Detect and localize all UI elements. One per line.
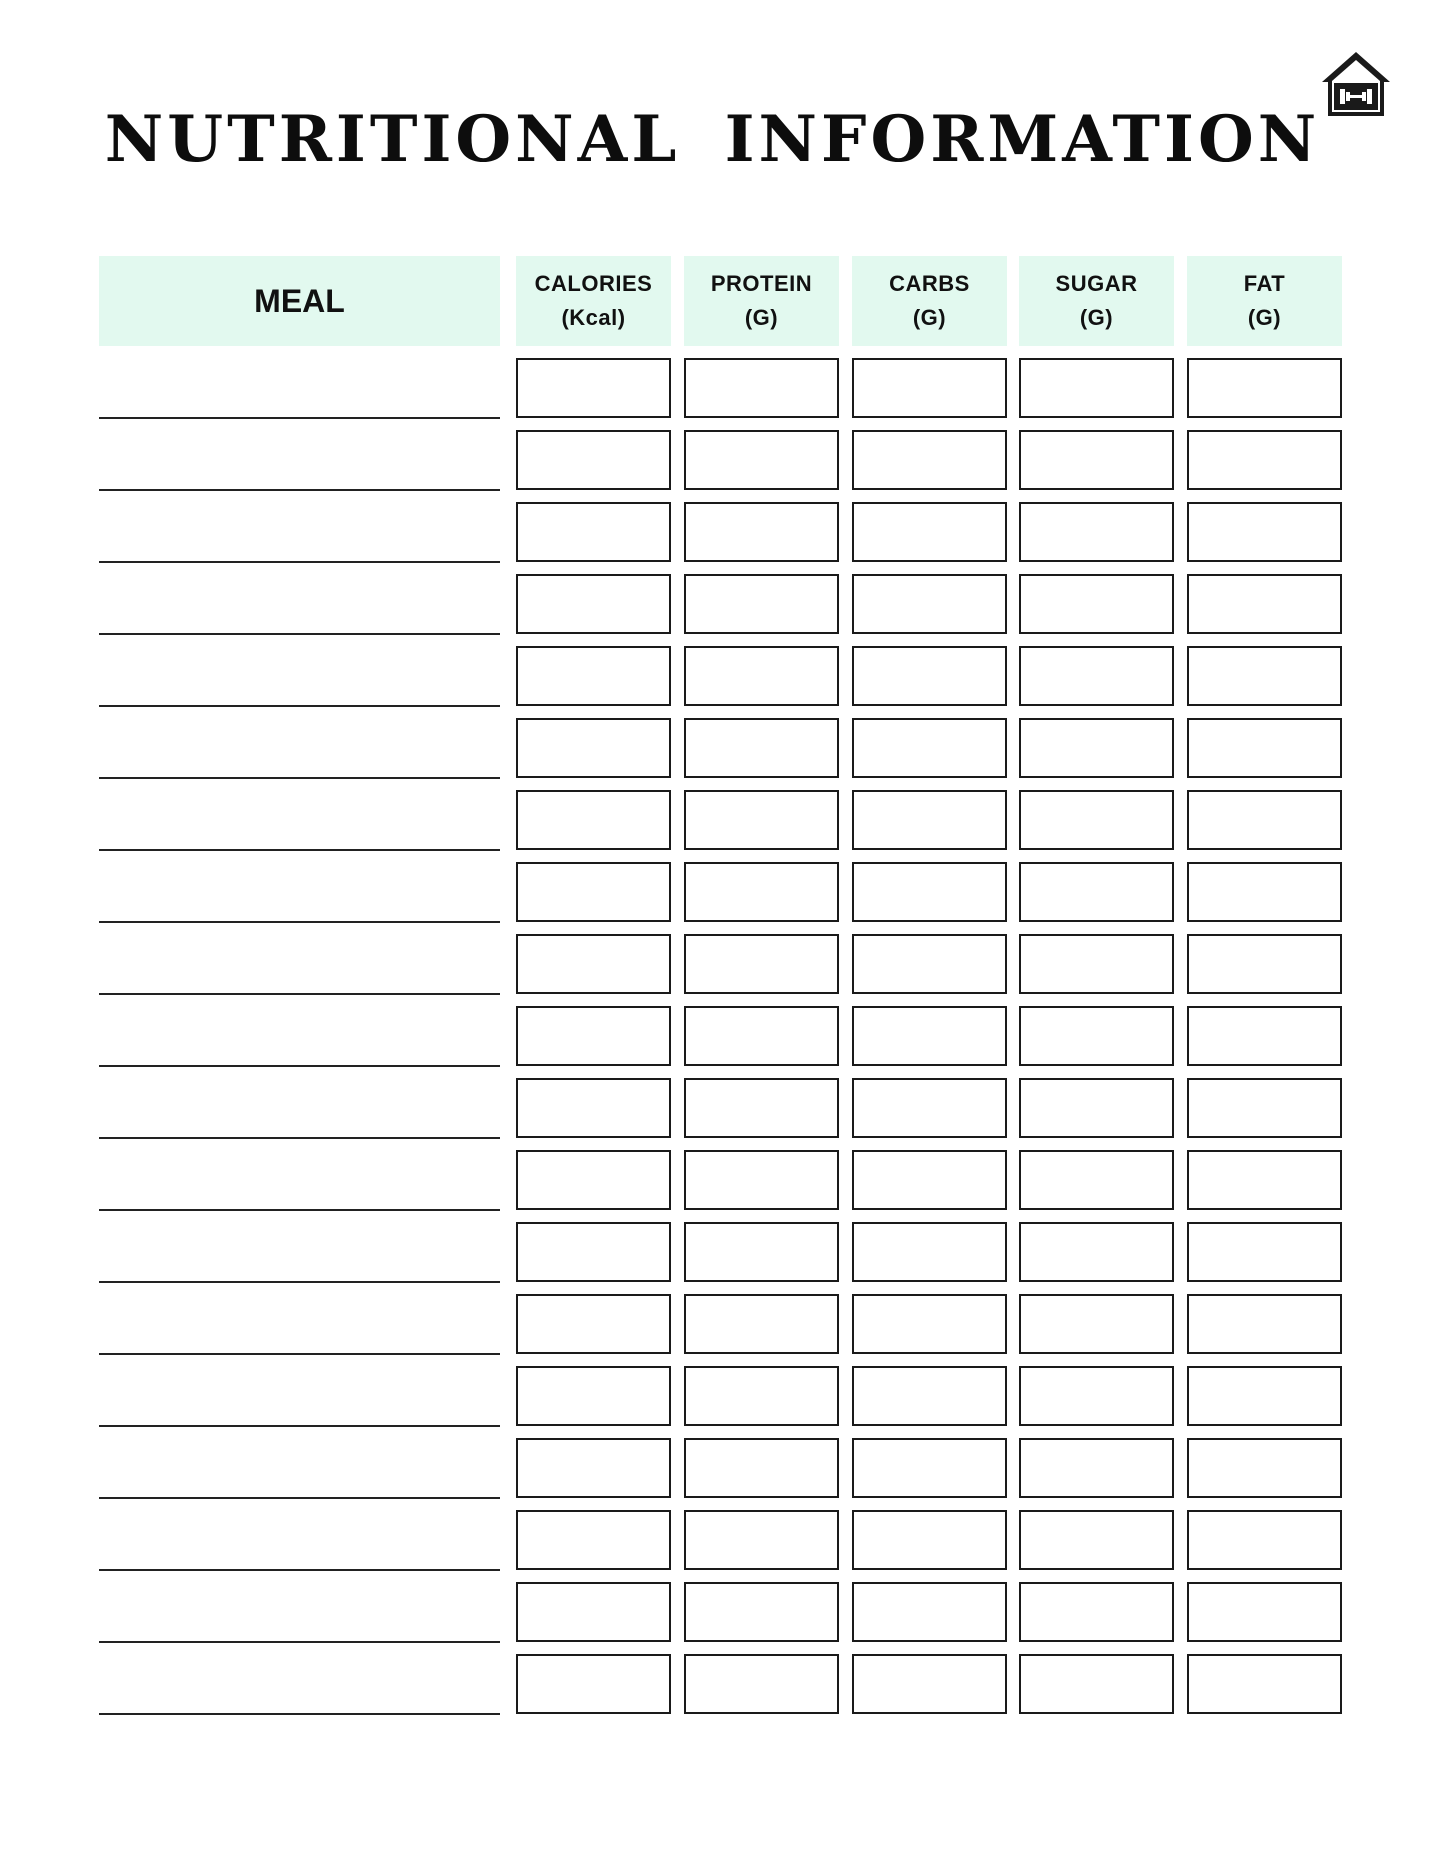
meal-entry-line[interactable] bbox=[99, 1281, 500, 1283]
carbs-entry-box[interactable] bbox=[852, 1582, 1007, 1642]
protein-entry-box[interactable] bbox=[684, 502, 839, 562]
header-calories bbox=[516, 256, 671, 346]
sugar-entry-box[interactable] bbox=[1019, 1150, 1174, 1210]
carbs-entry-box[interactable] bbox=[852, 934, 1007, 994]
sugar-entry-box[interactable] bbox=[1019, 1510, 1174, 1570]
sugar-entry-box[interactable] bbox=[1019, 358, 1174, 418]
header-fat-label: FAT bbox=[1243, 271, 1286, 296]
header-protein-unit: (G) bbox=[744, 305, 779, 330]
sugar-entry-box[interactable] bbox=[1019, 1366, 1174, 1426]
sugar-entry-box[interactable] bbox=[1019, 1438, 1174, 1498]
calories-entry-box[interactable] bbox=[516, 862, 671, 922]
carbs-entry-box[interactable] bbox=[852, 502, 1007, 562]
calories-entry-box[interactable] bbox=[516, 934, 671, 994]
fat-entry-box[interactable] bbox=[1187, 1654, 1342, 1714]
carbs-entry-box[interactable] bbox=[852, 1654, 1007, 1714]
carbs-entry-box[interactable] bbox=[852, 358, 1007, 418]
protein-entry-box[interactable] bbox=[684, 1006, 839, 1066]
meal-entry-line[interactable] bbox=[99, 705, 500, 707]
protein-entry-box[interactable] bbox=[684, 1078, 839, 1138]
protein-entry-box[interactable] bbox=[684, 934, 839, 994]
sugar-entry-box[interactable] bbox=[1019, 574, 1174, 634]
calories-entry-box[interactable] bbox=[516, 574, 671, 634]
carbs-entry-box[interactable] bbox=[852, 1366, 1007, 1426]
calories-entry-box[interactable] bbox=[516, 1510, 671, 1570]
sugar-entry-box[interactable] bbox=[1019, 862, 1174, 922]
carbs-entry-box[interactable] bbox=[852, 1150, 1007, 1210]
sugar-entry-box[interactable] bbox=[1019, 790, 1174, 850]
meal-entry-line[interactable] bbox=[99, 1137, 500, 1139]
carbs-entry-box[interactable] bbox=[852, 1294, 1007, 1354]
fat-entry-box[interactable] bbox=[1187, 502, 1342, 562]
carbs-entry-box[interactable] bbox=[852, 862, 1007, 922]
header-carbs bbox=[852, 256, 1007, 346]
header-calories-unit: (Kcal) bbox=[561, 305, 626, 330]
fat-entry-box[interactable] bbox=[1187, 1078, 1342, 1138]
protein-entry-box[interactable] bbox=[684, 1582, 839, 1642]
header-fat bbox=[1187, 256, 1342, 346]
protein-entry-box[interactable] bbox=[684, 1294, 839, 1354]
meal-entry-line[interactable] bbox=[99, 1209, 500, 1211]
calories-entry-box[interactable] bbox=[516, 358, 671, 418]
meal-entry-line[interactable] bbox=[99, 921, 500, 923]
calories-entry-box[interactable] bbox=[516, 1582, 671, 1642]
header-fat-unit: (G) bbox=[1247, 305, 1282, 330]
calories-entry-box[interactable] bbox=[516, 1654, 671, 1714]
meal-entry-line[interactable] bbox=[99, 417, 500, 419]
protein-entry-box[interactable] bbox=[684, 1654, 839, 1714]
header-protein bbox=[684, 256, 839, 346]
fat-entry-box[interactable] bbox=[1187, 862, 1342, 922]
header-meal-label: MEAL bbox=[254, 282, 345, 319]
protein-entry-box[interactable] bbox=[684, 646, 839, 706]
meal-entry-line[interactable] bbox=[99, 777, 500, 779]
fat-entry-box[interactable] bbox=[1187, 1366, 1342, 1426]
sugar-entry-box[interactable] bbox=[1019, 718, 1174, 778]
protein-entry-box[interactable] bbox=[684, 1366, 839, 1426]
carbs-entry-box[interactable] bbox=[852, 790, 1007, 850]
meal-entry-line[interactable] bbox=[99, 993, 500, 995]
protein-entry-box[interactable] bbox=[684, 1150, 839, 1210]
carbs-entry-box[interactable] bbox=[852, 1438, 1007, 1498]
sugar-entry-box[interactable] bbox=[1019, 1006, 1174, 1066]
meal-entry-line[interactable] bbox=[99, 561, 500, 563]
calories-entry-box[interactable] bbox=[516, 646, 671, 706]
fat-entry-box[interactable] bbox=[1187, 1222, 1342, 1282]
meal-entry-line[interactable] bbox=[99, 849, 500, 851]
sugar-entry-box[interactable] bbox=[1019, 934, 1174, 994]
calories-entry-box[interactable] bbox=[516, 1150, 671, 1210]
carbs-entry-box[interactable] bbox=[852, 1510, 1007, 1570]
protein-entry-box[interactable] bbox=[684, 1438, 839, 1498]
sugar-entry-box[interactable] bbox=[1019, 646, 1174, 706]
meal-entry-line[interactable] bbox=[99, 1425, 500, 1427]
protein-entry-box[interactable] bbox=[684, 1510, 839, 1570]
carbs-entry-box[interactable] bbox=[852, 1006, 1007, 1066]
fat-entry-box[interactable] bbox=[1187, 358, 1342, 418]
calories-entry-box[interactable] bbox=[516, 1006, 671, 1066]
carbs-entry-box[interactable] bbox=[852, 430, 1007, 490]
header-protein-label: PROTEIN bbox=[710, 271, 813, 296]
protein-entry-box[interactable] bbox=[684, 430, 839, 490]
header-carbs-label: CARBS bbox=[889, 271, 970, 296]
calories-entry-box[interactable] bbox=[516, 1078, 671, 1138]
protein-entry-box[interactable] bbox=[684, 1222, 839, 1282]
fat-entry-box[interactable] bbox=[1187, 1510, 1342, 1570]
protein-entry-box[interactable] bbox=[684, 790, 839, 850]
fat-entry-box[interactable] bbox=[1187, 718, 1342, 778]
sugar-entry-box[interactable] bbox=[1019, 1582, 1174, 1642]
fat-entry-box[interactable] bbox=[1187, 1294, 1342, 1354]
meal-entry-line[interactable] bbox=[99, 1641, 500, 1643]
fat-entry-box[interactable] bbox=[1187, 430, 1342, 490]
carbs-entry-box[interactable] bbox=[852, 646, 1007, 706]
meal-entry-line[interactable] bbox=[99, 1353, 500, 1355]
header-sugar bbox=[1019, 256, 1174, 346]
sugar-entry-box[interactable] bbox=[1019, 1078, 1174, 1138]
header-sugar-unit: (G) bbox=[1079, 305, 1114, 330]
sugar-entry-box[interactable] bbox=[1019, 430, 1174, 490]
meal-entry-line[interactable] bbox=[99, 489, 500, 491]
carbs-entry-box[interactable] bbox=[852, 574, 1007, 634]
protein-entry-box[interactable] bbox=[684, 358, 839, 418]
calories-entry-box[interactable] bbox=[516, 718, 671, 778]
calories-entry-box[interactable] bbox=[516, 502, 671, 562]
sugar-entry-box[interactable] bbox=[1019, 502, 1174, 562]
sugar-entry-box[interactable] bbox=[1019, 1222, 1174, 1282]
page-title: NUTRITIONAL INFORMATION bbox=[104, 102, 1321, 177]
meal-entry-line[interactable] bbox=[99, 1569, 500, 1571]
meal-entry-line[interactable] bbox=[99, 1497, 500, 1499]
carbs-entry-box[interactable] bbox=[852, 1222, 1007, 1282]
sugar-entry-box[interactable] bbox=[1019, 1294, 1174, 1354]
protein-entry-box[interactable] bbox=[684, 574, 839, 634]
fat-entry-box[interactable] bbox=[1187, 574, 1342, 634]
fat-entry-box[interactable] bbox=[1187, 1438, 1342, 1498]
meal-entry-line[interactable] bbox=[99, 1065, 500, 1067]
calories-entry-box[interactable] bbox=[516, 790, 671, 850]
calories-entry-box[interactable] bbox=[516, 430, 671, 490]
meal-entry-line[interactable] bbox=[99, 633, 500, 635]
calories-entry-box[interactable] bbox=[516, 1294, 671, 1354]
fat-entry-box[interactable] bbox=[1187, 1006, 1342, 1066]
header-meal bbox=[99, 256, 500, 346]
meal-entry-line[interactable] bbox=[99, 1713, 500, 1715]
carbs-entry-box[interactable] bbox=[852, 1078, 1007, 1138]
fat-entry-box[interactable] bbox=[1187, 1582, 1342, 1642]
calories-entry-box[interactable] bbox=[516, 1438, 671, 1498]
protein-entry-box[interactable] bbox=[684, 718, 839, 778]
fat-entry-box[interactable] bbox=[1187, 1150, 1342, 1210]
header-carbs-unit: (G) bbox=[912, 305, 947, 330]
fat-entry-box[interactable] bbox=[1187, 790, 1342, 850]
carbs-entry-box[interactable] bbox=[852, 718, 1007, 778]
calories-entry-box[interactable] bbox=[516, 1222, 671, 1282]
fat-entry-box[interactable] bbox=[1187, 646, 1342, 706]
protein-entry-box[interactable] bbox=[684, 862, 839, 922]
calories-entry-box[interactable] bbox=[516, 1366, 671, 1426]
sugar-entry-box[interactable] bbox=[1019, 1654, 1174, 1714]
header-sugar-label: SUGAR bbox=[1055, 271, 1138, 296]
header-calories-label: CALORIES bbox=[534, 271, 653, 296]
fat-entry-box[interactable] bbox=[1187, 934, 1342, 994]
